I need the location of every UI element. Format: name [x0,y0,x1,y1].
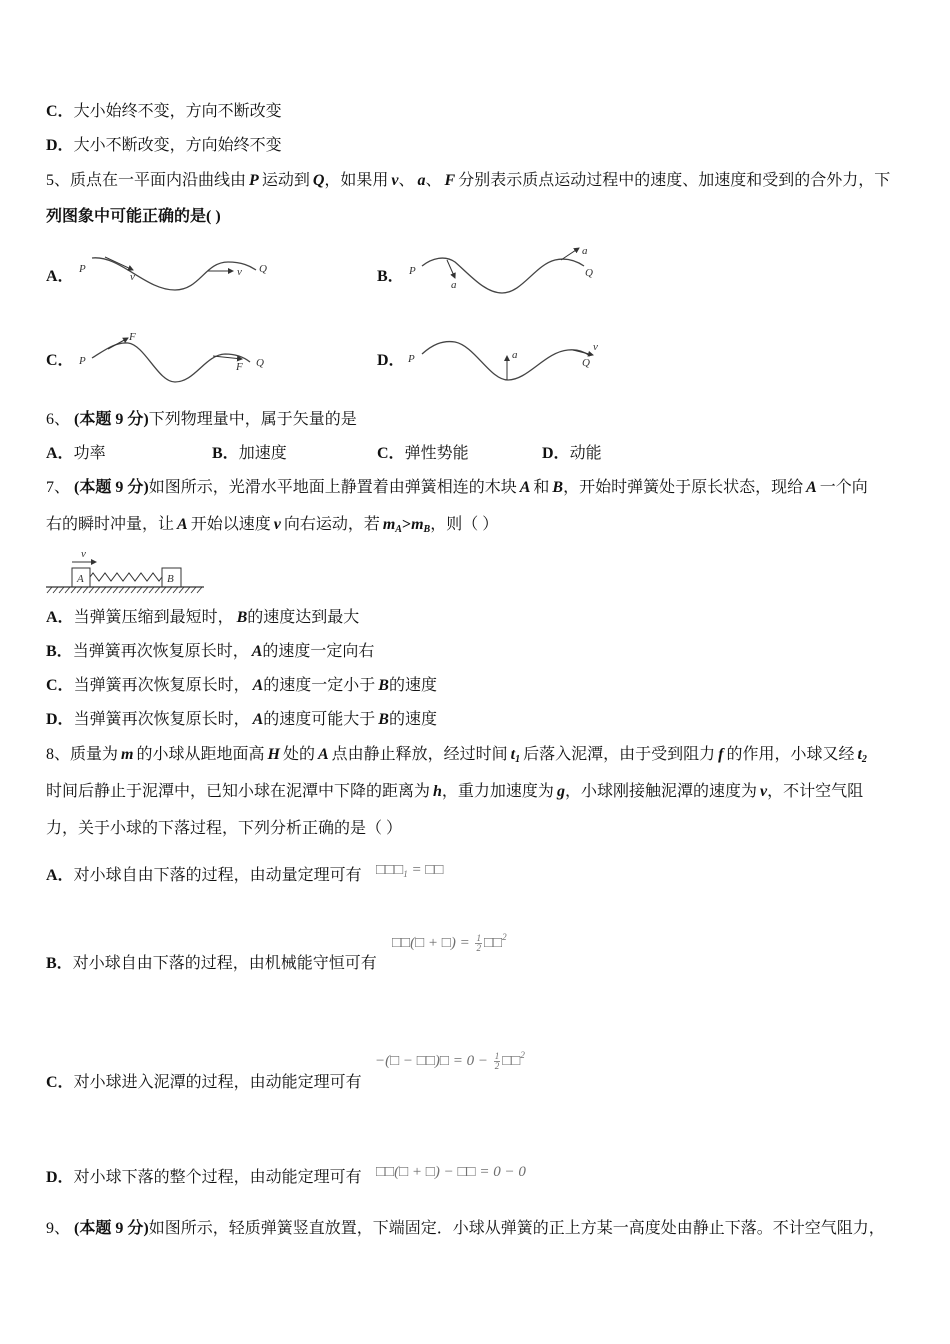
q5-stem-line1 [46,171,890,191]
stem-text: 处的 [282,746,315,763]
subscript: 2 [861,754,867,765]
stem-text: ，不计空气阻 [767,783,864,800]
score-note: (本题 9 分) [70,479,149,496]
velocity-label: v [237,266,242,278]
acceleration-label: a [451,279,457,291]
q5-option-a-label [46,267,74,287]
formula-text: □□(□ + □) = [392,935,474,951]
subscript: 1 [515,754,521,765]
formula-subscript: 1 [403,869,408,879]
velocity-label: v [130,271,135,283]
formula-a [376,859,443,881]
variable: m [382,516,396,533]
stem-text: 分别表示质点运动过程中的速度、加速度和受到的合外力，下 [458,172,891,189]
q8-option-c [46,1073,362,1093]
option-letter: B． [377,268,404,285]
variable: A [251,643,263,660]
option-text: 大小始终不变，方向不断改变 [73,103,282,120]
option-letter: D． [46,1169,74,1186]
score-note: (本题 9 分) [70,411,149,428]
block-b-label: B [167,573,174,585]
stem-text: ，如果用 [324,172,389,189]
stem-text: 、 [425,172,442,189]
force-arrow [213,356,242,359]
q7-option-b [46,642,374,662]
question-number: 9、 [46,1220,71,1237]
q5-stem-line2 [46,207,221,227]
variable: h [433,783,442,800]
force-label: F [236,361,243,373]
fraction-denominator: 2 [494,1061,500,1072]
option-letter: B． [46,643,73,660]
option-text: 大小不断改变，方向始终不变 [73,137,282,154]
formula-text: −(□ − □□)□ = 0 − [375,1053,492,1069]
point-p-label: P [79,263,86,275]
point-q-label: Q [582,357,590,369]
variable: B [552,479,564,496]
formula-superscript: 2 [502,932,507,942]
fraction [475,934,482,953]
option-text: 当弹簧再次恢复原长时， [73,711,250,728]
option-letter: A． [46,268,74,285]
variable: t [857,746,862,763]
q7-stem-line2 [46,515,498,535]
q6-stem [46,410,357,430]
stem-text: 下列物理量中，属于矢量的是 [148,411,357,428]
variable: f [718,746,724,763]
q5-option-c-label [46,351,74,371]
question-number: 6、 [46,411,71,428]
operator: > [401,516,412,533]
formula-c [375,1044,525,1072]
option-text: 当弹簧再次恢复原长时， [73,677,250,694]
q5-figure-b [405,240,605,300]
stem-text: 运动到 [261,172,310,189]
q6-option-b [212,444,287,464]
acceleration-arrow [447,260,455,278]
option-letter: C． [46,352,74,369]
formula-b [392,926,507,954]
formula-text: = □□ [407,862,444,878]
q6-option-d [542,444,602,464]
question-number: 8、 [46,746,71,763]
trajectory-curve [422,342,590,380]
option-letter: C． [46,103,74,120]
option-text: 的速度 [388,677,437,694]
variable: A [317,746,329,763]
option-letter: C． [377,445,405,462]
stem-text: 的小球从距地面高 [136,746,265,763]
option-letter: D． [46,711,74,728]
variable: B [236,609,248,626]
option-letter: A． [46,445,74,462]
subscript: B [423,524,431,535]
option-text: 对小球进入泥潭的过程，由动能定理可有 [73,1074,362,1091]
point-q-label: Q [256,357,264,369]
variable: v [391,172,399,189]
variable: B [378,677,389,694]
variable: m [411,516,424,533]
q4-option-c [46,102,282,122]
variable: a [417,172,426,189]
option-text: 的速度一定向右 [262,643,375,660]
variable: P [249,172,259,189]
fraction-denominator: 2 [476,943,481,954]
option-text: 弹性势能 [404,445,469,462]
variable: v [273,516,281,533]
option-letter: A． [46,867,74,884]
stem-text: 右的瞬时冲量，让 [46,516,175,533]
variable: A [806,479,817,496]
variable: A [252,677,264,694]
option-text: 的速度可能大于 [263,711,376,728]
fraction [494,1052,501,1071]
option-letter: B． [46,955,73,972]
spring [90,573,162,581]
question-number: 7、 [46,479,71,496]
stem-text: 向右运动，若 [283,516,380,533]
stem-text: ，开始时弹簧处于原长状态，现给 [563,479,804,496]
stem-text: 一个向 [819,479,868,496]
option-letter: C． [46,1074,74,1091]
q8-option-a [46,866,362,886]
option-letter: A． [46,609,74,626]
q5-figure-d [405,330,610,388]
stem-text: 如图所示，光滑水平地面上静置着由弹簧相连的木块 [148,479,517,496]
variable: g [556,783,565,800]
q7-option-a [46,608,359,628]
fraction-numerator: 1 [494,1051,500,1062]
q5-figure-a [75,248,275,300]
formula-d [376,1161,526,1183]
acceleration-arrow [561,248,579,260]
fraction-numerator: 1 [476,933,481,944]
option-letter: D． [46,137,74,154]
point-q-label: Q [585,267,593,279]
stem-text: 后落入泥潭，由于受到阻力 [523,746,716,763]
q7-stem-line1 [46,478,868,498]
trajectory-curve [92,343,250,382]
option-letter: B． [212,445,239,462]
variable: v [759,783,768,800]
q8-stem-line1 [46,745,867,765]
formula-text: □□(□ + □) − □□ = 0 − 0 [376,1164,526,1180]
formula-text: □□ [502,1053,521,1069]
formula-text: □□□ [376,862,404,878]
q7-spring-figure [46,545,208,597]
point-p-label: P [79,355,86,367]
question-number: 5、 [46,172,71,189]
point-p-label: P [408,353,415,365]
variable: Q [312,172,325,189]
variable: H [267,746,280,763]
point-q-label: Q [259,263,267,275]
stem-text: 开始以速度 [190,516,271,533]
trajectory-curve [422,258,584,293]
q5-option-b-label [377,267,404,287]
option-letter: D． [377,352,405,369]
option-letter: C． [46,677,74,694]
stem-text: ，小球刚接触泥潭的速度为 [564,783,757,800]
q8-stem-line2 [46,782,863,802]
stem-text: 、 [398,172,415,189]
option-text: 对小球自由下落的过程，由动量定理可有 [73,867,362,884]
q6-option-a [46,444,106,464]
force-label: F [129,331,136,343]
q8-stem-line3 [46,819,402,839]
velocity-label: v [593,341,598,353]
q5-option-d-label [377,351,405,371]
stem-text: 如图所示，轻质弹簧竖直放置，下端固定．小球从弹簧的正上方某一高度处由静止下落。不计空气阻力， [148,1220,885,1237]
acceleration-label: a [582,245,588,257]
option-text: 动能 [569,445,602,462]
point-p-label: P [409,265,416,277]
q9-stem [46,1219,885,1239]
q8-option-b [46,954,377,974]
variable: A [177,516,188,533]
option-text: 加速度 [238,445,287,462]
stem-text: 列图象中可能正确的是( ) [46,208,221,225]
option-text: 的速度 [388,711,437,728]
q5-figure-c [75,330,275,388]
stem-text: ，重力加速度为 [441,783,554,800]
option-text: 当弹簧再次恢复原长时， [72,643,249,660]
acceleration-label: a [512,349,518,361]
stem-text: 时间后静止于泥潭中，已知小球在泥潭中下降的距离为 [46,783,431,800]
option-text: 的速度一定小于 [263,677,376,694]
q7-option-d [46,710,437,730]
option-text: 当弹簧压缩到最短时， [73,609,234,626]
stem-text: 点由静止释放，经过时间 [331,746,508,763]
variable: A [519,479,531,496]
q4-option-d [46,136,282,156]
q6-option-c [377,444,469,464]
q8-option-d [46,1168,362,1188]
score-note: (本题 9 分) [70,1220,149,1237]
option-text: 对小球下落的整个过程，由动能定理可有 [73,1169,362,1186]
option-letter: D． [542,445,570,462]
option-text: 对小球自由下落的过程，由机械能守恒可有 [72,955,377,972]
variable: A [252,711,264,728]
stem-text: 的作用，小球又经 [726,746,855,763]
stem-text: 力，关于小球的下落过程，下列分析正确的是（ ） [46,820,403,837]
formula-superscript: 2 [520,1050,525,1060]
formula-text: □□ [483,935,503,951]
stem-text: 质量为 [70,746,119,763]
variable: m [121,746,134,763]
block-a-label: A [77,573,84,585]
option-text: 的速度达到最大 [247,609,360,626]
variable: t [510,746,516,763]
velocity-arrow [105,257,133,270]
stem-text: 质点在一平面内沿曲线由 [70,172,247,189]
stem-text: 和 [533,479,550,496]
subscript: A [395,524,402,535]
q7-option-c [46,676,437,696]
velocity-label: v [81,548,86,560]
stem-text: ，则（ ） [430,516,499,533]
variable: B [378,711,389,728]
variable: F [444,172,456,189]
option-text: 功率 [73,445,106,462]
velocity-arrow [573,350,593,355]
ground-hatching [47,587,202,593]
